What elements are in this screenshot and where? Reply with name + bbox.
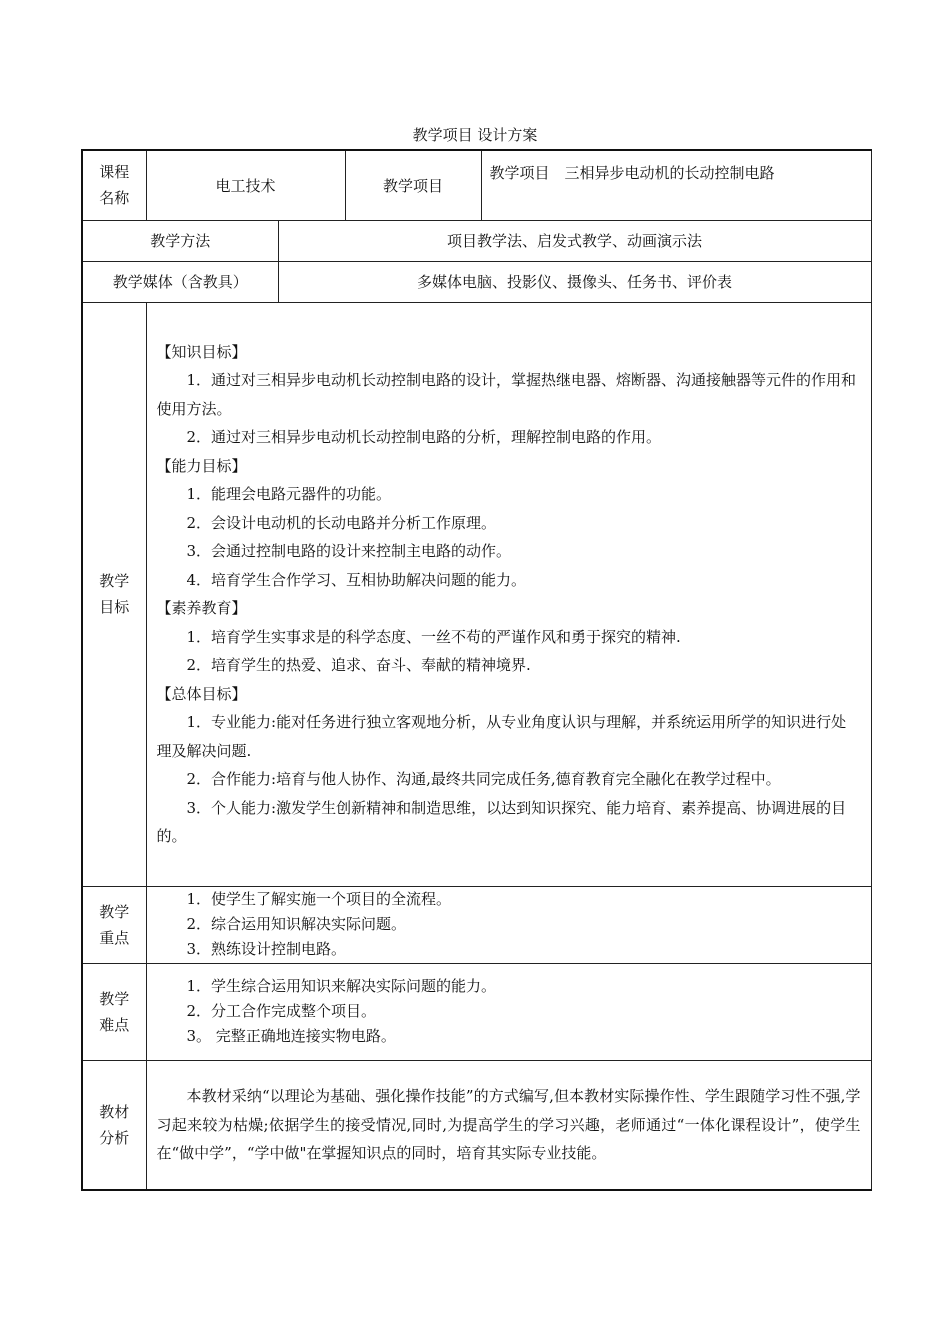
key-points-label: 教学 重点	[82, 886, 146, 963]
ability-item: 3．会通过控制电路的设计来控制主电路的动作。	[186, 542, 512, 560]
difficulty-item: 1．学生综合运用知识来解决实际问题的能力。	[186, 977, 497, 995]
ability-heading: 【能力目标】	[156, 456, 247, 475]
difficulties-content	[146, 963, 871, 1060]
document-title: 教学项目 设计方案	[412, 126, 538, 144]
difficulty-item: 3。 完整正确地连接实物电路。	[186, 1027, 396, 1045]
method-row	[82, 220, 871, 261]
material-label: 教材 分析	[82, 1060, 146, 1190]
ability-item: 2．会设计电动机的长动电路并分析工作原理。	[186, 513, 497, 532]
knowledge-heading: 【知识目标】	[156, 342, 247, 361]
course-row	[82, 150, 871, 220]
course-name-label: 课程 名称	[82, 150, 146, 220]
project-value: 教学项目 三相异步电动机的长动控制电路	[481, 150, 871, 220]
objectives-content	[146, 302, 871, 886]
quality-item: 2．培育学生的热爱、追求、奋斗、奉献的精神境界.	[186, 656, 531, 674]
knowledge-item: 2．通过对三相异步电动机长动控制电路的分析，理解控制电路的作用。	[186, 428, 662, 446]
objectives-label: 教学 目标	[82, 302, 146, 886]
method-value: 项目教学法、启发式教学、动画演示法	[278, 220, 871, 261]
ability-item: 1．能理会电路元器件的功能。	[186, 485, 392, 503]
overall-item: 2．合作能力:培育与他人协作、沟通,最终共同完成任务,德育教育完全融化在教学过程中。	[186, 770, 781, 788]
quality-item: 1．培育学生实事求是的科学态度、一丝不苟的严谨作风和勇于探究的精神.	[186, 627, 681, 646]
difficulty-item: 2．分工合作完成整个项目。	[186, 1002, 377, 1020]
key-point-item: 3．熟练设计控制电路。	[186, 940, 347, 958]
material-content	[146, 1060, 871, 1190]
course-name-value: 电工技术	[146, 150, 345, 220]
difficulties-label: 教学 难点	[82, 963, 146, 1060]
key-points-row	[82, 886, 871, 963]
overall-item: 1．专业能力:能对任务进行独立客观地分析，从专业角度认识与理解，并系统运用所学的知识进行处理及解决问题.	[156, 713, 847, 760]
difficulties-row	[82, 963, 871, 1060]
key-point-item: 1．使学生了解实施一个项目的全流程。	[186, 890, 452, 908]
material-row	[82, 1060, 871, 1190]
key-points-content	[146, 886, 871, 963]
material-text: 本教材采纳“以理论为基础、强化操作技能”的方式编写,但本教材实际操作性、学生跟随学习性不强,学习起来较为枯燥;依据学生的接受情况,同时,为提高学生的学习兴趣，老师通过“一体化课程设计”，使学生在“做中学”，“学中做"在掌握知识点的同时，培育其实际专业技能。	[156, 1087, 861, 1162]
knowledge-item: 1．通过对三相异步电动机长动控制电路的设计，掌握热继电器、熔断器、沟通接触器等元件的作用和使用方法。	[156, 371, 857, 418]
media-row	[82, 261, 871, 302]
overall-heading: 【总体目标】	[156, 684, 247, 703]
project-label: 教学项目	[345, 150, 481, 220]
key-point-item: 2．综合运用知识解决实际问题。	[186, 915, 407, 933]
quality-heading: 【素养教育】	[156, 599, 247, 617]
ability-item: 4．培育学生合作学习、互相协助解决问题的能力。	[186, 570, 527, 589]
design-plan-table	[81, 149, 870, 1191]
objectives-row	[82, 302, 871, 886]
overall-item: 3．个人能力:激发学生创新精神和制造思维，以达到知识探究、能力培育、素养提高、协调进展的目的。	[156, 798, 847, 845]
media-value: 多媒体电脑、投影仪、摄像头、任务书、评价表	[278, 261, 871, 302]
media-label: 教学媒体（含教具）	[82, 261, 278, 302]
method-label: 教学方法	[82, 220, 278, 261]
